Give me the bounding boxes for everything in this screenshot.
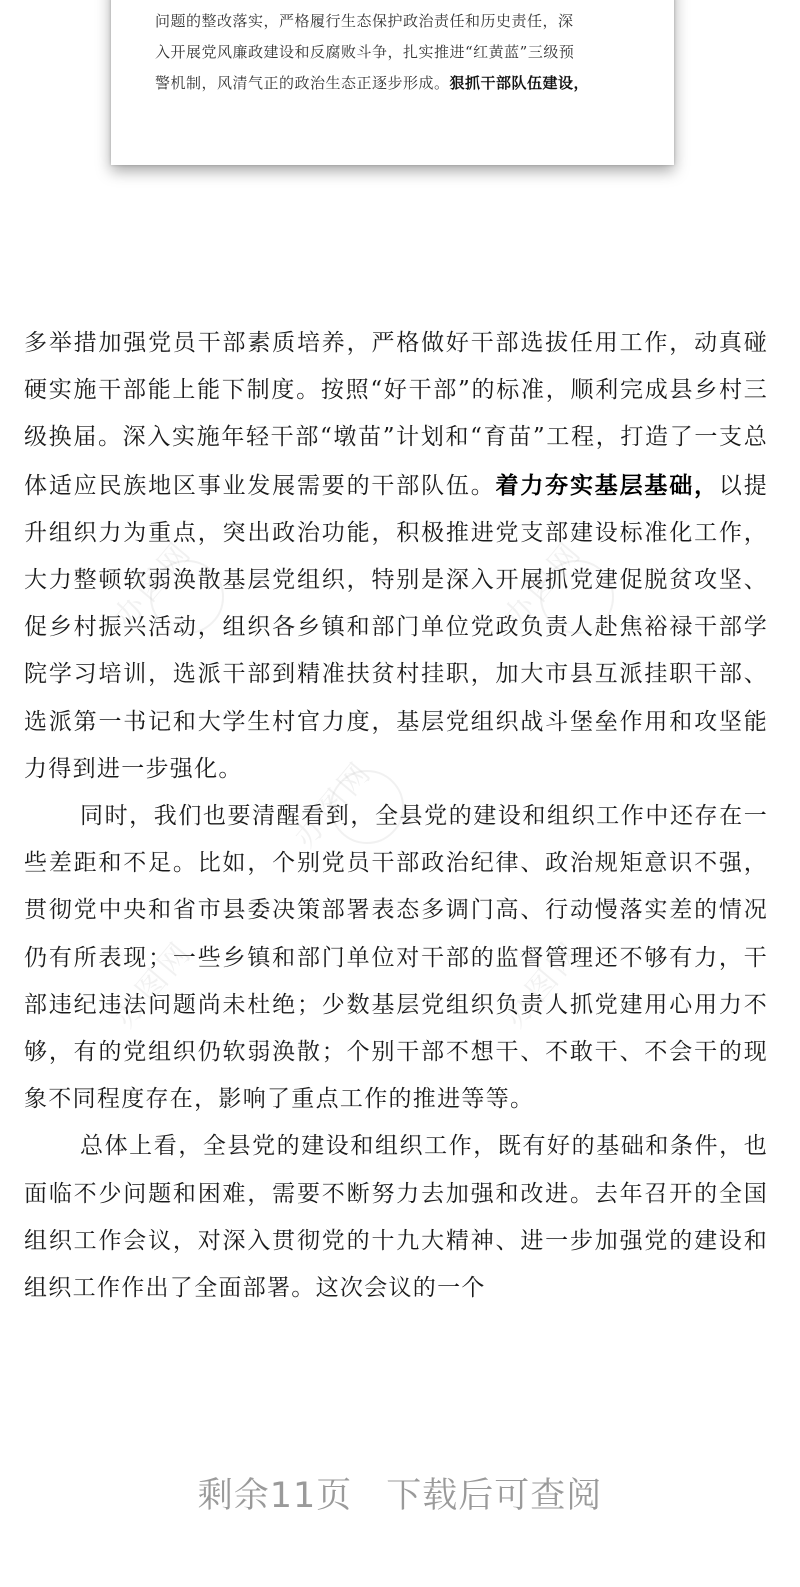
watermark-1: 办图网 xyxy=(107,533,200,635)
paragraph-1 xyxy=(24,320,768,793)
preview-line-3 xyxy=(155,68,640,99)
download-to-view-label: 下载后可查阅 xyxy=(386,1476,603,1516)
watermark-4: 办图网 xyxy=(107,933,200,1035)
watermark-2: 办图网 xyxy=(497,533,590,635)
preview-text xyxy=(155,6,640,99)
watermark-3: 办图网 xyxy=(287,753,380,855)
preview-line-1: 问题的整改落实，严格履行生态保护政治责任和历史责任，深 xyxy=(155,12,574,30)
preview-line-3-plain: 警机制，风清气正的政治生态正逐步形成。 xyxy=(155,74,450,92)
paragraph-1-rest: 以提升组织力为重点，突出政治功能，积极推进党支部建设标准化工作，大力整顿软弱涣散基层党组织，特别是深入开展抓党建促脱贫攻坚、促乡村振兴活动，组织各乡镇和部门单位党政负责人赴焦裕禄干部学院学习培训，选派干部到精准扶贫村挂职，加大市县互派挂职干部、选派第一书记和大学生村官力度，基层党组织战斗堡垒作用和攻坚能力得到进一步强化。 xyxy=(24,472,769,782)
paragraph-3: 总体上看，全县党的建设和组织工作，既有好的基础和条件，也面临不少问题和困难，需要不断努力去加强和改进。去年召开的全国组织工作会议，对深入贯彻党的十九大精神、进一步加强党的建设和组织工作作出了全面部署。这次会议的一个 xyxy=(24,1133,768,1302)
preview-line-3-bold: 狠抓干部队伍建设， xyxy=(449,74,590,92)
watermark-5: 办图网 xyxy=(497,933,590,1035)
preview-card xyxy=(111,0,674,165)
document-body xyxy=(24,320,768,1312)
paragraph-2: 同时，我们也要清醒看到，全县党的建设和组织工作中还存在一些差距和不足。比如，个别党员干部政治纪律、政治规矩意识不强，贯彻党中央和省市县委决策部署表态多调门高、行动慢落实差的情况仍有所表现；一些乡镇和部门单位对干部的监督管理还不够有力，干部违纪违法问题尚未杜绝；少数基层党组织负责人抓党建用心用力不够，有的党组织仍软弱涣散；个别干部不想干、不敢干、不会干的现象不同程度存在，影响了重点工作的推进等等。 xyxy=(24,803,768,1113)
remaining-pages-label: 剩余11页 xyxy=(197,1476,353,1516)
download-prompt[interactable] xyxy=(0,1468,800,1518)
paragraph-1-text: 多举措加强党员干部素质培养，严格做好干部选拔任用工作，动真碰硬实施干部能上能下制度。按照“好干部”的标准，顺利完成县乡村三级换届。深入实施年轻干部“墩苗”计划和“育苗”工程，打造了一支总体适应民族地区事业发展需要的干部队伍。 xyxy=(24,330,768,499)
paragraph-1-bold-heading: 着力夯实基层基础， xyxy=(495,471,719,499)
preview-line-2: 入开展党风廉政建设和反腐败斗争，扎实推进“红黄蓝”三级预 xyxy=(155,43,575,61)
